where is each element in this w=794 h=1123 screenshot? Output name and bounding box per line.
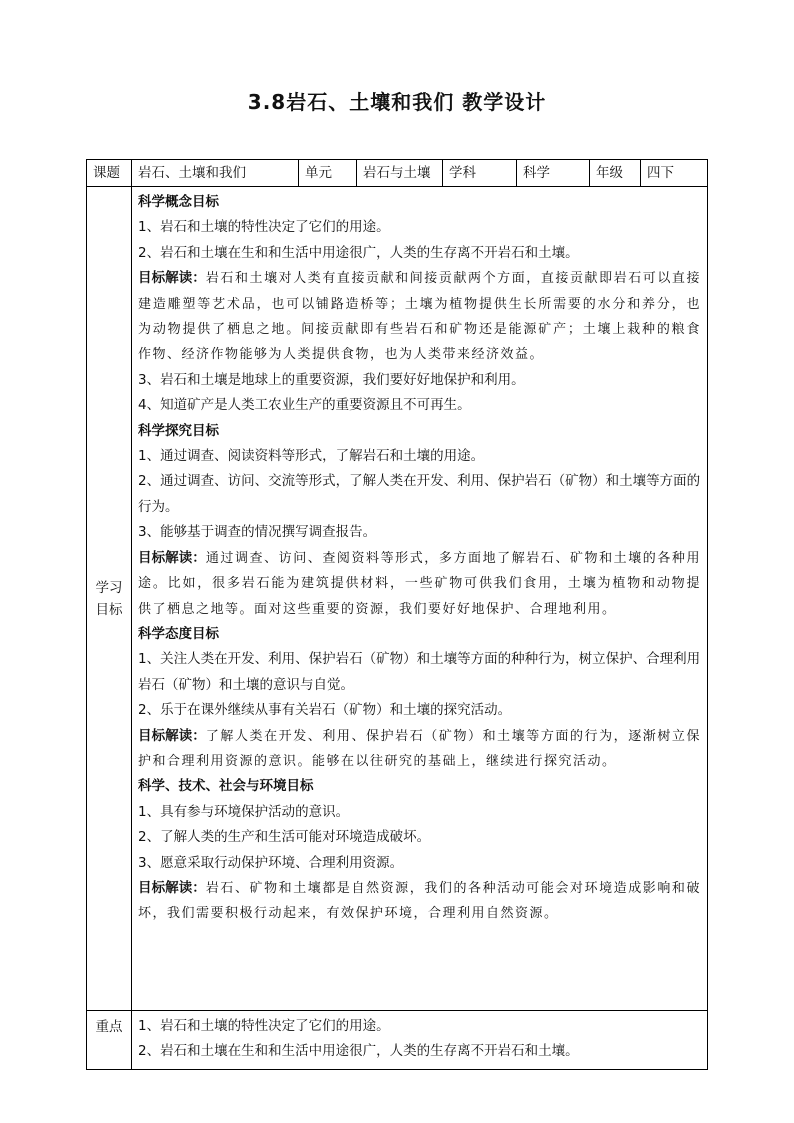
header-cell-topic-value: 岩石、土壤和我们 (132, 160, 299, 187)
goal-item: 3、愿意采取行动保护环境、合理利用资源。 (138, 854, 404, 871)
learning-goals-content (132, 187, 708, 1011)
section-heading: 科学、技术、社会与环境目标 (138, 778, 314, 795)
header-cell-grade-label: 年级 (590, 160, 641, 187)
goal-item: 2、了解人类的生产和生活可能对环境造成破坏。 (138, 829, 431, 846)
key-point-item: 1、岩石和土壤的特性决定了它们的用途。 (138, 1018, 390, 1034)
goal-item: 1、关注人类在开发、利用、保护岩石（矿物）和土壤等方面的种种行为，树立保护、合理利用岩石（矿物）和土壤的意识与自觉。 (138, 651, 701, 693)
goal-item: 3、岩石和土壤是地球上的重要资源，我们要好好地保护和利用。 (138, 371, 525, 388)
explanation-text: 岩石和土壤对人类有直接贡献和间接贡献两个方面，直接贡献即岩石可以直接建造雕塑等艺术品，也可以铺路造桥等；土壤为植物提供生长所需要的水分和养分，也为动物提供了栖息之地。间接贡献即有些岩石和矿物还是能源矿产；土壤上栽种的粮食作物、经济作物能够为人类提供食物，也为人类带来经济效益。 (138, 271, 701, 363)
key-points-label: 重点 (87, 1011, 132, 1070)
header-cell-topic-label: 课题 (87, 160, 132, 187)
goal-item: 4、知道矿产是人类工农业生产的重要资源且不可再生。 (138, 397, 471, 414)
explanation-label: 目标解读： (138, 727, 206, 744)
goal-item: 3、能够基于调查的情况撰写调查报告。 (138, 524, 377, 541)
goal-item: 2、通过调查、访问、交流等形式，了解人类在开发、利用、保护岩石（矿物）和土壤等方面的行为。 (138, 473, 701, 515)
goal-explanation (138, 546, 701, 622)
header-row (87, 160, 708, 187)
key-points-row (87, 1011, 708, 1070)
explanation-text: 通过调查、访问、查阅资料等形式，多方面地了解岩石、矿物和土壤的各种用途。比如，很多岩石能为建筑提供材料，一些矿物可供我们食用，土壤为植物和动物提供了栖息之地等。面对这些重要的资源，我们要好好地保护、合理地利用。 (138, 550, 701, 617)
goal-explanation (138, 876, 701, 927)
key-point-item: 2、岩石和土壤在生和和生活中用途很广，人类的生存离不开岩石和土壤。 (138, 1043, 579, 1060)
header-cell-grade-value: 四下 (641, 160, 708, 187)
header-cell-subject-value: 科学 (517, 160, 590, 187)
section-heading: 科学概念目标 (138, 194, 219, 210)
explanation-text: 岩石、矿物和土壤都是自然资源，我们的各种活动可能会对环境造成影响和破坏，我们需要积极行动起来，有效保护环境，合理利用自然资源。 (138, 880, 701, 922)
goal-explanation (138, 266, 701, 368)
explanation-label: 目标解读： (138, 549, 206, 566)
header-cell-unit-label: 单元 (299, 160, 357, 187)
section-heading: 科学探究目标 (138, 422, 219, 439)
lesson-plan-table (86, 159, 708, 1070)
goal-item: 1、具有参与环境保护活动的意识。 (138, 803, 350, 820)
goal-item: 1、通过调查、阅读资料等形式，了解岩石和土壤的用途。 (138, 448, 485, 465)
goal-item: 2、乐于在课外继续从事有关岩石（矿物）和土壤的探究活动。 (138, 702, 512, 719)
header-cell-subject-label: 学科 (443, 160, 517, 187)
header-cell-unit-value: 岩石与土壤 (357, 160, 443, 187)
explanation-label: 目标解读： (138, 879, 206, 896)
goal-explanation (138, 724, 701, 775)
goal-item: 2、岩石和土壤在生和和生活中用途很广，人类的生存离不开岩石和土壤。 (138, 244, 579, 261)
learning-goals-row (87, 187, 708, 1011)
document-title: 3.8岩石、土壤和我们 教学设计 (247, 90, 547, 114)
key-points-content (132, 1011, 708, 1070)
learning-goals-label-line1: 学习 (95, 579, 123, 596)
learning-goals-label (87, 187, 132, 1011)
explanation-text: 了解人类在开发、利用、保护岩石（矿物）和土壤等方面的行为，逐渐树立保护和合理利用资源的意识。能够在以往研究的基础上，继续进行探究活动。 (138, 728, 701, 769)
section-heading: 科学态度目标 (138, 625, 219, 642)
goal-item: 1、岩石和土壤的特性决定了它们的用途。 (138, 219, 390, 236)
learning-goals-label-line2: 目标 (95, 601, 123, 618)
explanation-label: 目标解读： (138, 270, 206, 287)
